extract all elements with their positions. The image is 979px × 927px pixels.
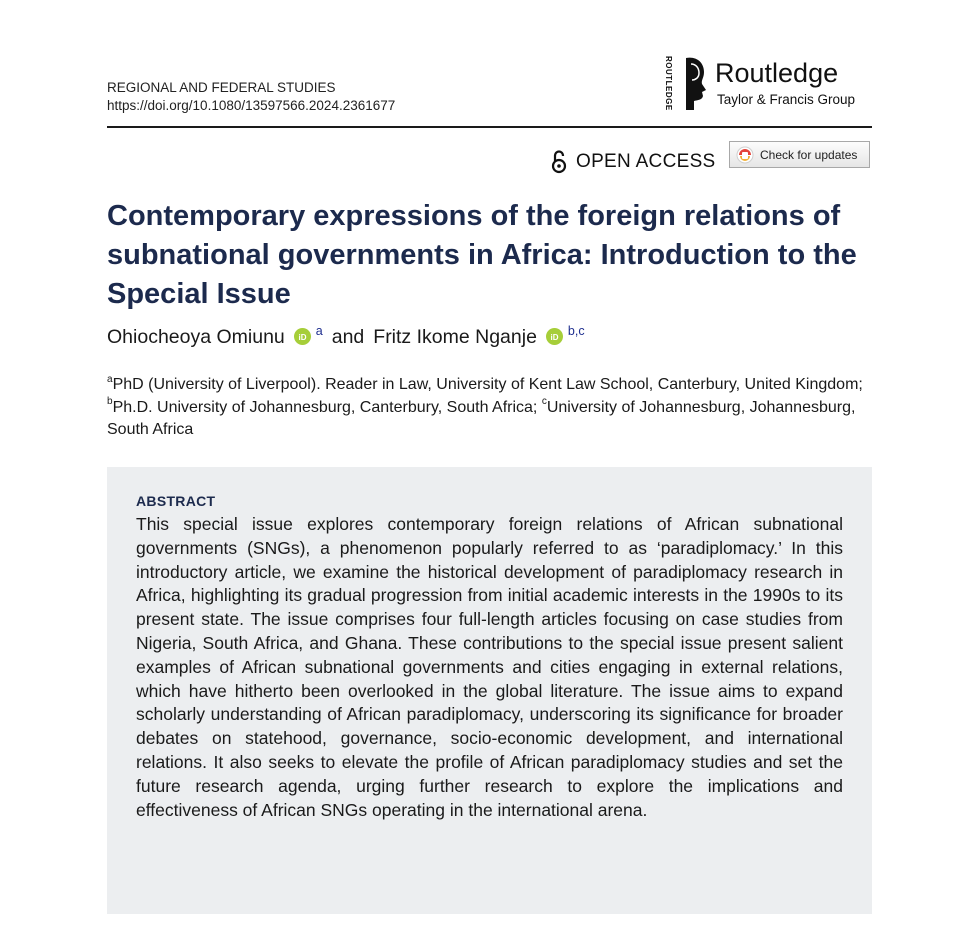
check-for-updates-button[interactable]: [729, 141, 870, 168]
svg-text:iD: iD: [550, 333, 559, 342]
journal-name: REGIONAL AND FEDERAL STUDIES: [107, 80, 336, 95]
publisher-vertical-label: ROUTLEDGE: [664, 56, 673, 111]
abstract-text: This special issue explores contemporary foreign relations of African subnational governments (SNGs), a phenomenon popularly referred to as ‘paradiplomacy.’ In this introductory article, we examine the historical development of paradiplomacy research in Africa, highlighting its gradual progression from initial academic interests in the 1990s to its present state. The issue comprises four full-length articles focusing on case studies from Nigeria, South Africa, and Ghana. These contributions to the special issue present salient examples of African subnational governments and cities engaging in external relations, which have hitherto been overlooked in the global literature. The issue aims to expand scholarly understanding of African paradiplomacy, underscoring its significance for broader debates on statehood, governance, socio-economic development, and international relations. It also seeks to elevate the profile of African paradiplomacy studies and set the future research agenda, urging further research to explore the implications and effectiveness of African SNGs operating in the international arena.: [136, 514, 843, 820]
author-list: [107, 326, 585, 349]
publisher-logo: [666, 56, 876, 118]
affiliation-text: Ph.D. University of Johannesburg, Canterbury, South Africa;: [112, 398, 542, 416]
header-rule: [107, 126, 872, 128]
author-joiner: and: [331, 326, 365, 348]
open-access-label: OPEN ACCESS: [576, 151, 716, 172]
abstract-box: [107, 467, 872, 914]
orcid-icon[interactable]: [546, 328, 563, 345]
affiliation-mark: c: [541, 396, 547, 408]
open-lock-icon: [550, 150, 568, 174]
doi-link[interactable]: https://doi.org/10.1080/13597566.2024.2361677: [107, 98, 396, 113]
article-title: Contemporary expressions of the foreign relations of subnational governments in Africa: Introduction to the Special Issue: [107, 200, 857, 310]
crossmark-icon: [736, 146, 754, 164]
affiliation-mark: a: [107, 373, 113, 385]
publisher-name: Routledge: [715, 58, 839, 88]
journal-info: [107, 79, 395, 115]
author-affiliation-mark: b,c: [567, 324, 585, 338]
affiliation-text: PhD (University of Liverpool). Reader in Law, University of Kent Law School, Canterbury, United Kingdom;: [112, 376, 863, 393]
author-name[interactable]: Fritz Ikome Nganje: [373, 326, 537, 348]
orcid-icon[interactable]: [294, 328, 311, 345]
publisher-group: Taylor & Francis Group: [717, 92, 856, 107]
abstract-heading: ABSTRACT: [136, 493, 216, 509]
affiliation-text: University of Johannesburg, Johannesburg, South Africa: [107, 398, 856, 438]
affiliation-mark: b: [107, 396, 113, 408]
open-access-badge: [550, 148, 716, 176]
check-for-updates-label: Check for updates: [760, 147, 858, 162]
author-affiliation-mark: a: [315, 324, 323, 338]
routledge-head-icon: [682, 56, 708, 112]
author-name[interactable]: Ohiocheoya Omiunu: [107, 326, 285, 348]
affiliations: [107, 374, 882, 442]
svg-text:iD: iD: [298, 333, 307, 342]
